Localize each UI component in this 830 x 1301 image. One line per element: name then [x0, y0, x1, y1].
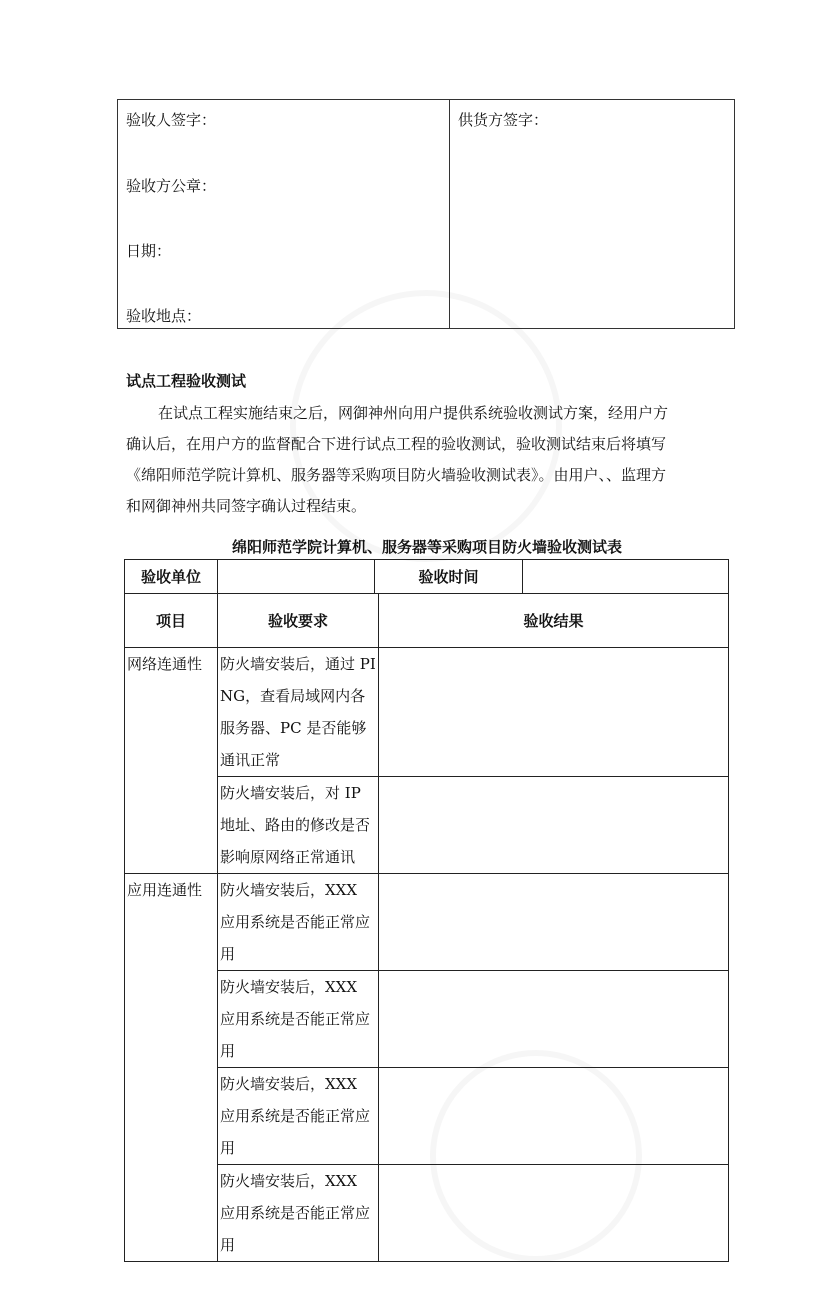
requirement-cell: 防火墙安装后，XXX 应用系统是否能正常应用 [218, 971, 379, 1068]
column-header-requirement: 验收要求 [218, 594, 379, 648]
table-row [125, 874, 729, 971]
supplier-signature-label: 供货方签字： [458, 111, 549, 129]
table-row [125, 560, 729, 594]
requirement-cell: 防火墙安装后，XXX 应用系统是否能正常应用 [218, 874, 379, 971]
acceptor-signature-panel [118, 100, 450, 328]
acceptor-signature-label: 验收人签字： [126, 111, 217, 129]
supplier-signature-panel [450, 100, 734, 328]
result-cell[interactable] [379, 777, 729, 874]
location-label: 验收地点： [126, 307, 202, 325]
requirement-cell: 防火墙安装后，通过 PING，查看局域网内各服务器、PC 是否能够通讯正常 [218, 648, 379, 777]
time-label-cell: 验收时间 [375, 560, 523, 594]
result-cell[interactable] [379, 1165, 729, 1262]
paragraph-line: 在试点工程实施结束之后，网御神州向用户提供系统验收测试方案，经用户方 [158, 404, 669, 422]
date-label: 日期： [126, 242, 172, 260]
time-value-cell[interactable] [523, 560, 729, 594]
table-title: 绵阳师范学院计算机、服务器等采购项目防火墙验收测试表 [231, 538, 622, 556]
category-cell: 应用连通性 [125, 874, 218, 1262]
unit-value-cell[interactable] [218, 560, 375, 594]
table-header-row [125, 594, 729, 648]
acceptance-test-table [124, 559, 729, 1262]
result-cell[interactable] [379, 648, 729, 777]
requirement-cell: 防火墙安装后，XXX 应用系统是否能正常应用 [218, 1165, 379, 1262]
paragraph-line: 确认后，在用户方的监督配合下进行试点工程的验收测试，验收测试结束后将填写 [126, 435, 667, 453]
result-cell[interactable] [379, 1068, 729, 1165]
signature-box [117, 99, 735, 329]
requirement-cell: 防火墙安装后，XXX 应用系统是否能正常应用 [218, 1068, 379, 1165]
section-paragraph [126, 398, 730, 522]
requirement-cell: 防火墙安装后，对 IP 地址、路由的修改是否影响原网络正常通讯 [218, 777, 379, 874]
table-row [125, 648, 729, 777]
column-header-result: 验收结果 [379, 594, 729, 648]
section-title: 试点工程验收测试 [126, 372, 247, 390]
category-cell: 网络连通性 [125, 648, 218, 874]
paragraph-line: 《绵阳师范学院计算机、服务器等采购项目防火墙验收测试表》。由用户、、监理方 [126, 466, 667, 484]
paragraph-line: 和网御神州共同签字确认过程结束。 [126, 497, 367, 515]
result-cell[interactable] [379, 874, 729, 971]
unit-label-cell: 验收单位 [125, 560, 218, 594]
result-cell[interactable] [379, 971, 729, 1068]
column-header-item: 项目 [125, 594, 218, 648]
acceptor-seal-label: 验收方公章： [126, 177, 217, 195]
